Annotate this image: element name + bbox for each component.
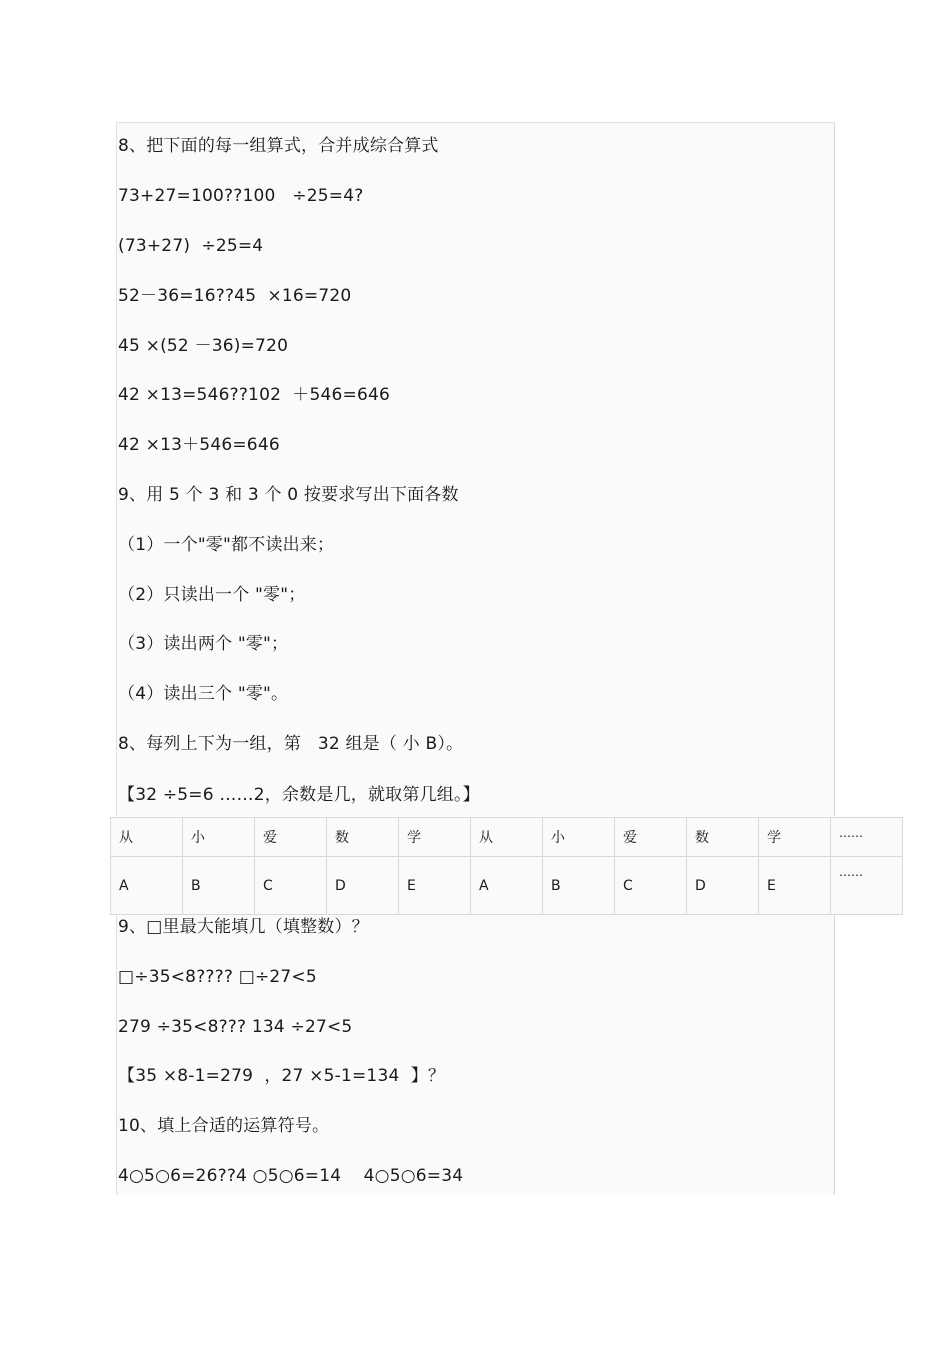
table-cell: C (255, 857, 327, 915)
table-cell: D (327, 857, 399, 915)
sub-question: （4）读出三个 "零"。 (118, 684, 289, 704)
table-cell: B (543, 857, 615, 915)
table-cell: 小 (543, 818, 615, 857)
problem-9b-heading: 9、□里最大能填几（填整数）？ (118, 917, 369, 937)
table-cell: …… (831, 818, 903, 857)
hint-line: 【32 ÷5=6 ……2，余数是几，就取第几组。】 (118, 785, 480, 805)
equation-line: 42 ×13＋546=646 (118, 435, 280, 455)
table-row (111, 818, 903, 857)
equation-line: 45 ×(52 －36)=720 (118, 336, 289, 356)
equation-line: 4○5○6=26??4 ○5○6=14 4○5○6=34 (118, 1166, 464, 1186)
table-cell: A (111, 857, 183, 915)
table-cell: 学 (399, 818, 471, 857)
table-cell: D (687, 857, 759, 915)
equation-line: (73+27) ÷25=4 (118, 236, 264, 256)
equation-line: 42 ×13=546??102 ＋546=646 (118, 385, 391, 405)
equation-line: 52－36=16??45 ×16=720 (118, 286, 352, 306)
problem-8b-heading: 8、每列上下为一组，第 32 组是（ 小 B）。 (118, 734, 464, 754)
table-row (111, 857, 903, 915)
problem-8-heading: 8、把下面的每一组算式，合并成综合算式 (118, 136, 439, 156)
equation-line: 73+27=100??100 ÷25=4? (118, 186, 364, 206)
sub-question: （2）只读出一个 "零"； (118, 585, 306, 605)
table-cell: A (471, 857, 543, 915)
table-cell: E (399, 857, 471, 915)
sub-question: （1）一个"零"都不读出来； (118, 535, 335, 555)
table-cell: B (183, 857, 255, 915)
table-cell: 学 (759, 818, 831, 857)
table-cell: 从 (471, 818, 543, 857)
equation-line: 【35 ×8-1=279 ，27 ×5-1=134 】？ (118, 1066, 446, 1086)
content-panel-bottom (116, 898, 835, 1195)
table-cell: 爱 (255, 818, 327, 857)
table-cell: 爱 (615, 818, 687, 857)
table-cell: 从 (111, 818, 183, 857)
table-cell: 小 (183, 818, 255, 857)
problem-9-heading: 9、用 5 个 3 和 3 个 0 按要求写出下面各数 (118, 485, 459, 505)
sub-question: （3）读出两个 "零"； (118, 634, 289, 654)
table-cell: 数 (687, 818, 759, 857)
letter-sequence-table (110, 817, 903, 915)
problem-10-heading: 10、填上合适的运算符号。 (118, 1116, 330, 1136)
table-cell: 数 (327, 818, 399, 857)
content-panel-top (116, 122, 835, 816)
table-cell: C (615, 857, 687, 915)
table-cell: …… (831, 857, 903, 915)
equation-line: □÷35<8???? □÷27<5 (118, 967, 317, 987)
table-cell: E (759, 857, 831, 915)
equation-line: 279 ÷35<8??? 134 ÷27<5 (118, 1017, 353, 1037)
